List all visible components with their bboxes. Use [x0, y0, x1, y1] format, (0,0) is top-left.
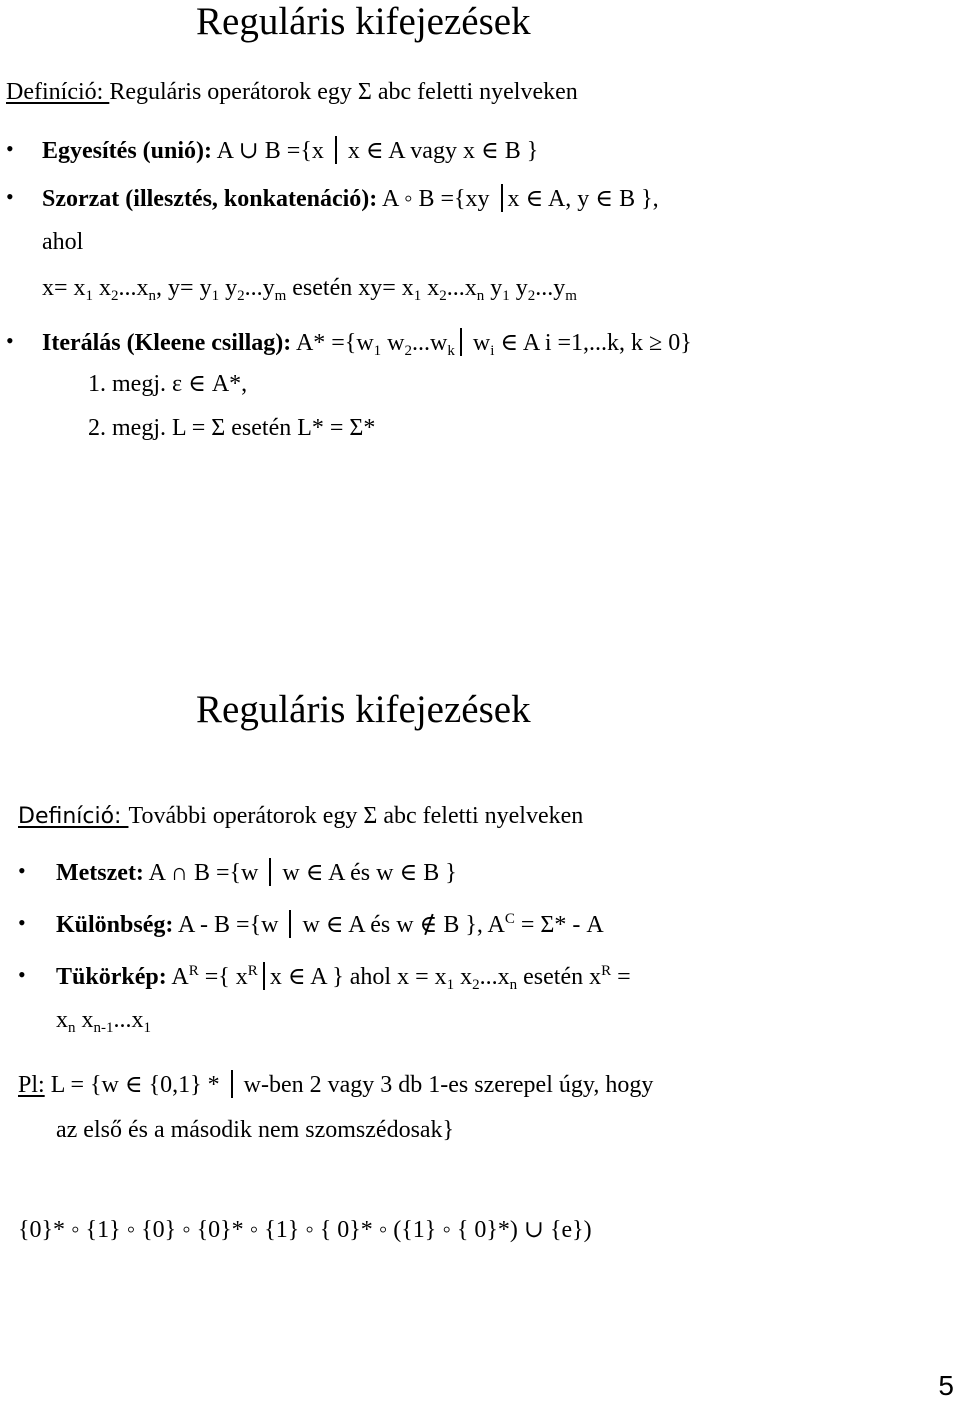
set-builder-bar	[289, 910, 291, 938]
section1-title: Reguláris kifejezések	[196, 0, 531, 43]
section1-definition	[6, 80, 578, 104]
bullet-concat: •	[6, 184, 14, 209]
difference-line: Különbség: A - B ={w w ∈ A és w ∉ B }, $A^C = \Sigma* - A$	[56, 911, 604, 938]
note-2: 2. megj. L = Σ esetén L* = Σ*	[88, 415, 376, 441]
section2-title: Reguláris kifejezések	[196, 688, 531, 731]
bullet-kleene: •	[6, 328, 14, 353]
union-label: Egyesítés (unió):	[42, 138, 212, 164]
concat-ahol: ahol	[42, 229, 84, 255]
definition-label: Definíció:	[18, 804, 129, 829]
concat-label: Szorzat (illesztés, konkatenáció):	[42, 186, 378, 212]
mirror-continuation: $x_n$ $x_{n-1}...x_1$	[56, 1007, 151, 1036]
example-continuation: az első és a második nem szomszédosak}	[56, 1117, 455, 1143]
page-number: 5	[938, 1370, 954, 1401]
kleene-label: Iterálás (Kleene csillag):	[42, 330, 292, 356]
kleene-line: Iterálás (Kleene csillag): $A* =\{w_1$ $w_2...w_k$ $w_i$ ∈ A i =1,...k, k ≥ 0}	[42, 330, 692, 359]
mirror-label: Tükörkép:	[56, 964, 167, 990]
bullet-intersect: •	[18, 858, 26, 883]
intersect-line: Metszet: A ∩ B ={w w ∈ A és w ∈ B }	[56, 860, 457, 886]
set-builder-bar	[460, 328, 462, 356]
set-builder-bar	[231, 1070, 233, 1098]
concat-line: Szorzat (illesztés, konkatenáció): A ◦ B ={xy x ∈ A, y ∈ B },	[42, 186, 659, 212]
set-builder-bar	[501, 184, 503, 212]
bullet-union: •	[6, 136, 14, 161]
definition-text: További operátorok egy Σ abc feletti nyelveken	[128, 803, 584, 829]
set-builder-bar	[335, 136, 337, 164]
set-builder-bar	[263, 962, 265, 990]
example-label: Pl:	[18, 1072, 45, 1098]
bullet-diff: •	[18, 910, 26, 935]
set-builder-bar	[269, 858, 271, 886]
example-line: Pl: L = {w ∈ {0,1} * w-ben 2 vagy 3 db 1-es szerepel úgy, hogy	[18, 1072, 654, 1098]
definition-label: Definíció:	[6, 79, 110, 105]
bullet-mirror: •	[18, 962, 26, 987]
note-1: 1. megj. ε ∈ A*,	[88, 371, 248, 397]
definition-text: Reguláris operátorok egy Σ abc feletti nyelveken	[109, 79, 578, 105]
union-line: Egyesítés (unió): A ∪ B ={x x ∈ A vagy x ∈ B }	[42, 138, 539, 164]
difference-label: Különbség:	[56, 912, 174, 938]
concat-definition-line: $x= x_1$ $x_2...x_n$, $y= y_1$ $y_2...y_m$ esetén $xy= x_1$ $x_2...x_n$ $y_1$ $y_2...y_m$	[42, 275, 577, 304]
mirror-line: Tükörkép: $A^R$ ={ $x^R$ x ∈ A } ahol $x = x_1$ $x_2...x_n$ esetén $x^R$ =	[56, 963, 631, 993]
regular-expression: {0}* ◦ {1} ◦ {0} ◦ {0}* ◦ {1} ◦ { 0}* ◦ ({1} ◦ { 0}*) ∪ {e})	[18, 1217, 592, 1243]
intersect-label: Metszet:	[56, 860, 144, 886]
section2-definition	[18, 804, 583, 828]
